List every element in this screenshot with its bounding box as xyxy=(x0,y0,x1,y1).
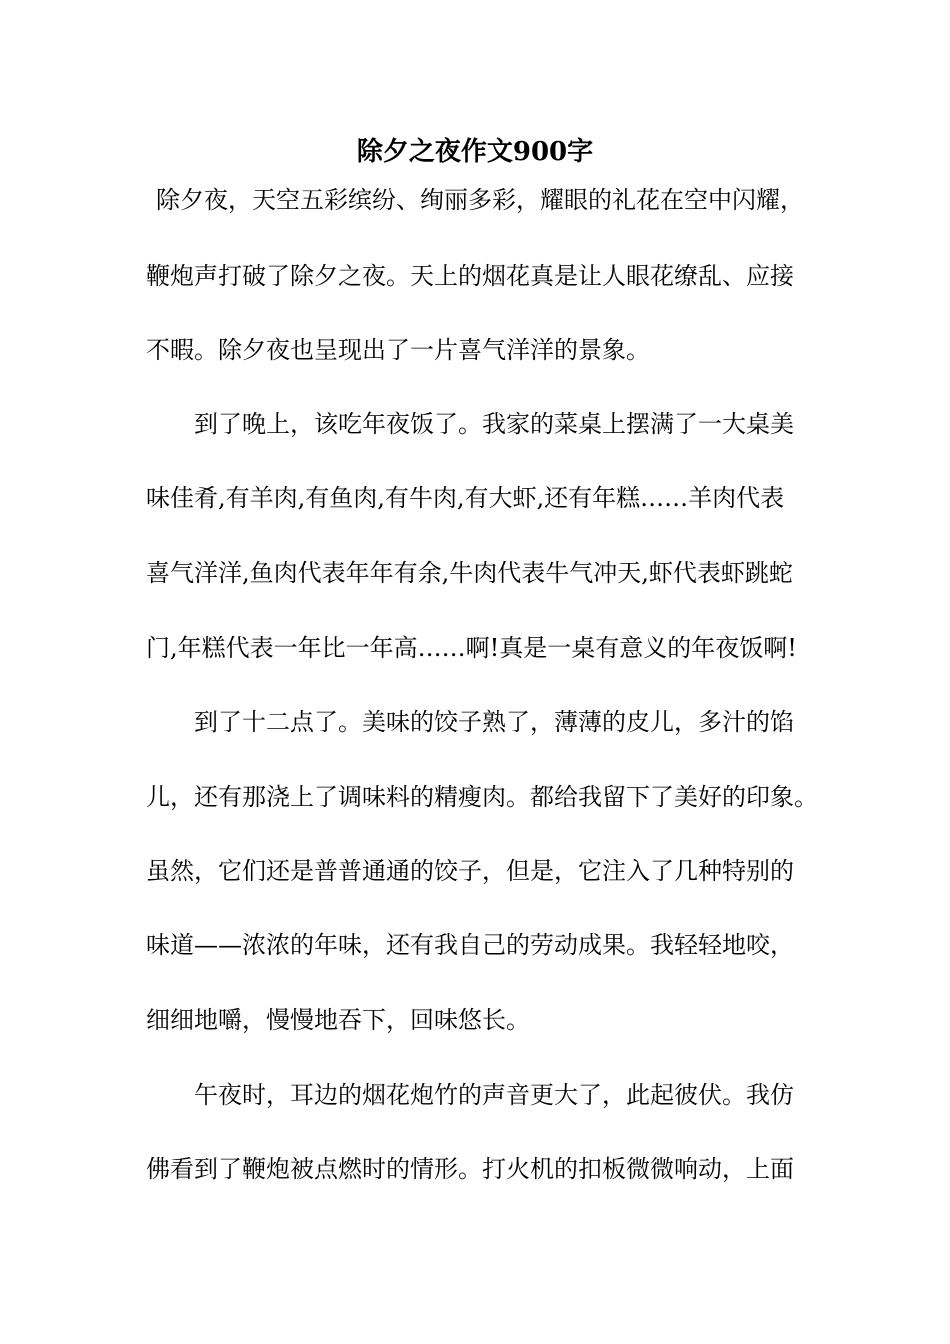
document-title: 除夕之夜作文900字 xyxy=(356,137,594,167)
paragraph-line: 虽然，它们还是普普通通的饺子，但是，它注入了几种特别的 xyxy=(146,857,794,885)
paragraph-line: 不暇。除夕夜也呈现出了一片喜气洋洋的景象。 xyxy=(146,336,650,364)
paragraph-line: 喜气洋洋,鱼肉代表年年有余,牛肉代表牛气冲天,虾代表虾跳蛇 xyxy=(146,559,793,587)
paragraph-line: 到了晚上，该吃年夜饭了。我家的菜桌上摆满了一大桌美 xyxy=(194,410,794,438)
paragraph-line: 佛看到了鞭炮被点燃时的情形。打火机的扣板微微响动，上面 xyxy=(146,1155,794,1183)
paragraph-line: 味道——浓浓的年味，还有我自己的劳动成果。我轻轻地咬， xyxy=(146,931,794,959)
paragraph-line: 午夜时，耳边的烟花炮竹的声音更大了，此起彼伏。我仿 xyxy=(194,1081,794,1109)
paragraph-line: 鞭炮声打破了除夕之夜。天上的烟花真是让人眼花缭乱、应接 xyxy=(146,262,794,290)
paragraph-line: 味佳肴,有羊肉,有鱼肉,有牛肉,有大虾,还有年糕……羊肉代表 xyxy=(146,484,785,512)
paragraph-line: 细细地嚼，慢慢地吞下，回味悠长。 xyxy=(146,1006,530,1034)
paragraph-line: 儿，还有那浇上了调味料的精瘦肉。都给我留下了美好的印象。 xyxy=(146,783,818,811)
paragraph-line: 门,年糕代表一年比一年高……啊!真是一桌有意义的年夜饭啊! xyxy=(146,634,797,662)
paragraph-line: 到了十二点了。美味的饺子熟了，薄薄的皮儿，多汁的馅 xyxy=(194,708,794,736)
paragraph-line: 除夕夜，天空五彩缤纷、绚丽多彩，耀眼的礼花在空中闪耀， xyxy=(156,186,804,214)
